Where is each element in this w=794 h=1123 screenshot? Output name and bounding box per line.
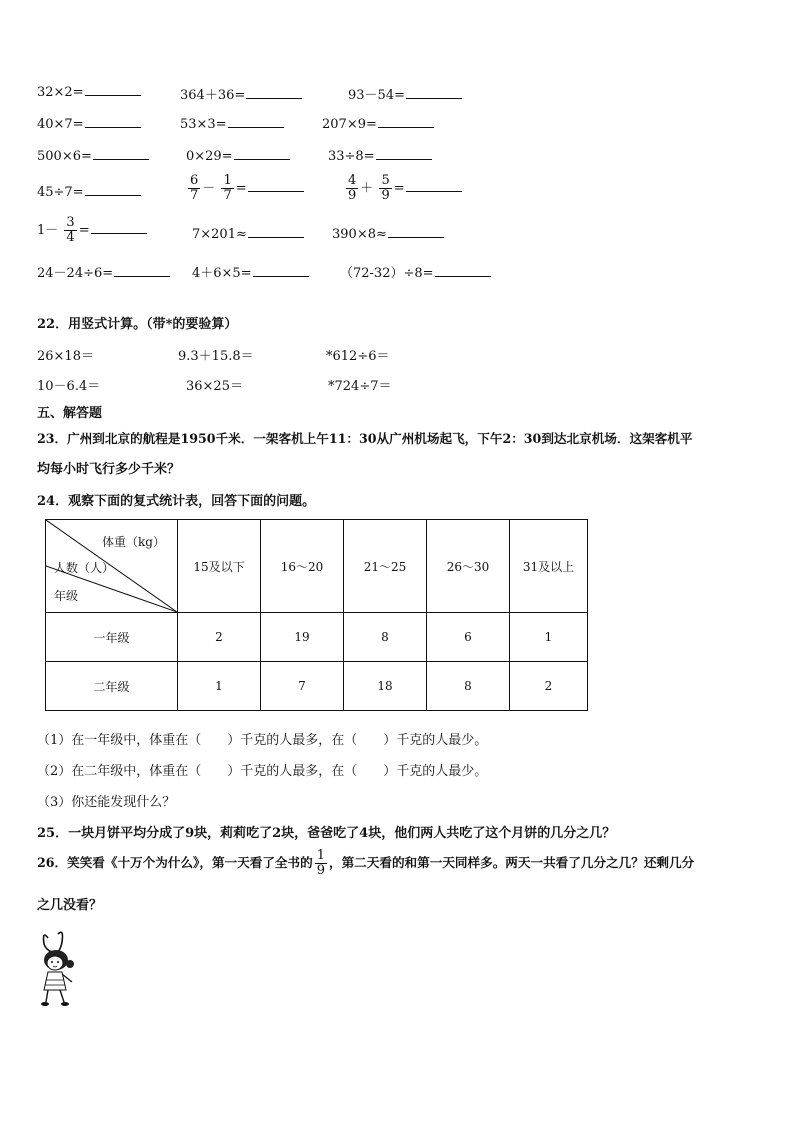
table-cell: 8 (344, 613, 427, 662)
column-header: 15及以下 (178, 520, 261, 613)
table-cell: 18 (344, 662, 427, 711)
q22-item: 10－6.4＝ (37, 379, 101, 394)
fraction: $\frac{5}{9}$ (381, 173, 390, 203)
calc-4-1: 45÷7= (37, 184, 141, 200)
calc-1-1: 32×2= (37, 84, 141, 100)
calc-5-2: 7×201≈ (192, 226, 304, 242)
q26-line2: 之几没看？ (37, 898, 103, 913)
table-row (46, 662, 588, 711)
q23-line2: 均每小时飞行多少千米？ (37, 462, 181, 477)
diagonal-header-cell (46, 520, 178, 613)
calc-3-3: 33÷8= (328, 148, 432, 164)
table-cell: 1 (178, 662, 261, 711)
fraction: $\frac{1}{9}$ (316, 848, 325, 878)
calc-2-1: 40×7= (37, 116, 141, 132)
table-row (46, 613, 588, 662)
table-cell: 2 (178, 613, 261, 662)
header-weight-label: 体重（kg） (102, 535, 165, 549)
q22-title: 22．用竖式计算。（带*的要验算） (37, 317, 238, 332)
calc-3-2: 0×29= (186, 148, 290, 164)
calc-3-1: 500×6= (37, 148, 149, 164)
q22-item: 26×18＝ (37, 349, 94, 364)
q24-sub3: （3）你还能发现什么？ (37, 795, 176, 810)
calc-6-3: （72-32）÷8= (340, 262, 491, 281)
q25: 25．一块月饼平均分成了9块，莉莉吃了2块，爸爸吃了4块，他们两人共吃了这个月饼的几分之几？ (37, 826, 616, 841)
calc-6-1: 24－24÷6= (37, 262, 170, 281)
table-cell: 8 (427, 662, 510, 711)
calc-1-2: 364＋36= (180, 84, 302, 103)
q24-sub1: （1）在一年级中，体重在（ ）千克的人最多，在（ ）千克的人最少。 (37, 733, 488, 748)
calc-5-3: 390×8≈ (332, 226, 444, 242)
q22-item: 9.3＋15.8＝ (178, 349, 254, 364)
q24-title: 24．观察下面的复式统计表，回答下面的问题。 (37, 494, 316, 509)
calc-5-1: 1－ $\frac{3}{4}$ = (37, 216, 147, 245)
calc-1-3: 93－54= (348, 84, 462, 103)
q24-sub2: （2）在二年级中，体重在（ ）千克的人最多，在（ ）千克的人最少。 (37, 764, 488, 779)
calc-2-3: 207×9= (322, 116, 434, 132)
calc-6-2: 4＋6×5= (192, 262, 309, 281)
table-cell: 2 (510, 662, 588, 711)
table-cell: 6 (427, 613, 510, 662)
q23-line1: 23．广州到北京的航程是1950千米．一架客机上午11：30从广州机场起飞，下午2：30到达北京机场．这架客机平 (37, 431, 693, 446)
table-cell: 19 (261, 613, 344, 662)
header-people-label: 人数（人） (54, 561, 115, 575)
q22-item: *724÷7＝ (328, 379, 392, 394)
q22-item: 36×25＝ (186, 379, 243, 394)
table-cell: 1 (510, 613, 588, 662)
header-grade-label: 年级 (54, 589, 79, 603)
section-heading: 五、解答题 (37, 406, 103, 421)
row-label: 二年级 (46, 662, 178, 711)
row-label: 一年级 (46, 613, 178, 662)
column-header: 26～30 (427, 520, 510, 613)
column-header: 31及以上 (510, 520, 588, 613)
table-cell: 7 (261, 662, 344, 711)
q22-item: *612÷6＝ (326, 349, 390, 364)
column-header: 21～25 (344, 520, 427, 613)
girl-illustration (34, 930, 94, 1010)
stats-table (45, 519, 588, 711)
fraction: $\frac{6}{7}$ (190, 173, 199, 203)
q26-line1: 26．笑笑看《十万个为什么》，第一天看了全书的 $\frac{1}{9}$ ，第二天看的和第一天同样多。两天一共看了几分之几？还剩几分 (37, 848, 695, 878)
fraction: $\frac{3}{4}$ (66, 215, 75, 245)
calc-2-2: 53×3= (180, 116, 284, 132)
fraction: $\frac{1}{7}$ (223, 173, 232, 203)
calc-4-2: $\frac{6}{7}$ － $\frac{1}{7}$ = (186, 174, 304, 203)
fraction: $\frac{4}{9}$ (348, 173, 357, 203)
column-header: 16～20 (261, 520, 344, 613)
calc-4-3: $\frac{4}{9}$ ＋ $\frac{5}{9}$ = (344, 174, 462, 203)
